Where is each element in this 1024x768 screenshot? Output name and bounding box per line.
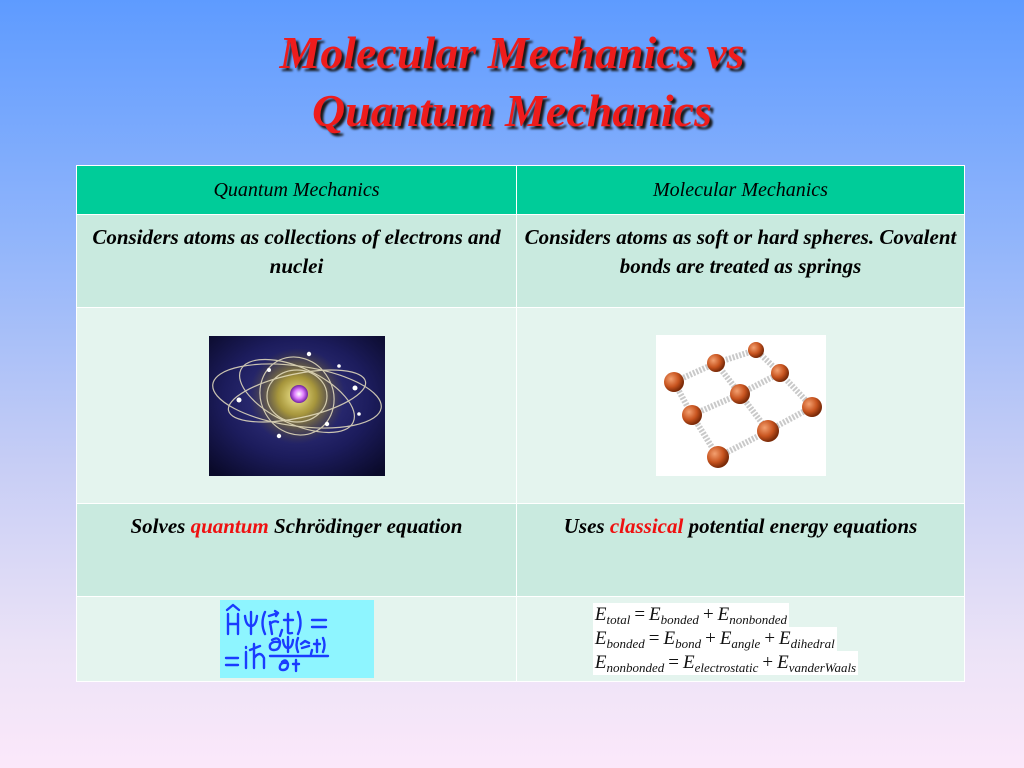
header-row bbox=[77, 166, 965, 215]
equation-bonded: $E_{bonded} = E_{bond} + E_{angle} + E_{dihedral}$ bbox=[594, 628, 835, 651]
schrodinger-handwritten-image bbox=[220, 600, 374, 678]
qm-image-cell bbox=[77, 308, 517, 504]
image-row bbox=[77, 308, 965, 504]
mm-method-suffix: potential energy equations bbox=[683, 514, 918, 538]
qm-method-suffix: Schrödinger equation bbox=[268, 514, 463, 538]
mm-method-highlight: classical bbox=[609, 514, 684, 538]
equation-total: $E_{total} = E_{bonded} + E_{nonbonded}$ bbox=[594, 604, 788, 627]
eq-bonded-term-2: angle bbox=[731, 636, 761, 651]
slide-title bbox=[0, 24, 1024, 140]
ball-spring-image bbox=[656, 335, 826, 476]
mm-method bbox=[517, 504, 965, 597]
eq-nonbonded-term-2: vanderWaals bbox=[788, 660, 857, 675]
title-line-2: Quantum Mechanics bbox=[311, 85, 713, 136]
mm-equation-cell bbox=[517, 597, 965, 682]
qm-method-prefix: Solves bbox=[130, 514, 191, 538]
eq-nonbonded-term-1: electrostatic bbox=[694, 660, 759, 675]
energy-equations bbox=[593, 603, 858, 675]
eq-bonded-term-1: bond bbox=[675, 636, 702, 651]
description-row bbox=[77, 215, 965, 308]
mm-method-prefix: Uses bbox=[563, 514, 610, 538]
method-row bbox=[77, 504, 965, 597]
comparison-table bbox=[76, 165, 965, 682]
atom-orbit-image bbox=[209, 336, 385, 476]
header-molecular-mechanics: Molecular Mechanics bbox=[517, 166, 965, 215]
header-quantum-mechanics: Quantum Mechanics bbox=[77, 166, 517, 215]
eq-total-lhs-sub: total bbox=[606, 612, 631, 627]
qm-method bbox=[77, 504, 517, 597]
equation-row bbox=[77, 597, 965, 682]
eq-total-term-2: nonbonded bbox=[729, 612, 788, 627]
mm-image-cell bbox=[517, 308, 965, 504]
eq-bonded-lhs-sub: bonded bbox=[606, 636, 645, 651]
qm-description: Considers atoms as collections of electrons and nuclei bbox=[77, 215, 517, 308]
qm-method-highlight: quantum bbox=[190, 514, 269, 538]
equation-nonbonded: $E_{nonbonded} = E_{electrostatic} + E_{vanderWaals}$ bbox=[594, 652, 857, 675]
title-line-1: Molecular Mechanics vs bbox=[279, 27, 745, 78]
eq-bonded-term-3: dihedral bbox=[790, 636, 835, 651]
eq-nonbonded-lhs-sub: nonbonded bbox=[606, 660, 665, 675]
qm-equation-cell bbox=[77, 597, 517, 682]
eq-total-term-1: bonded bbox=[660, 612, 699, 627]
mm-description: Considers atoms as soft or hard spheres. Covalent bonds are treated as springs bbox=[517, 215, 965, 308]
